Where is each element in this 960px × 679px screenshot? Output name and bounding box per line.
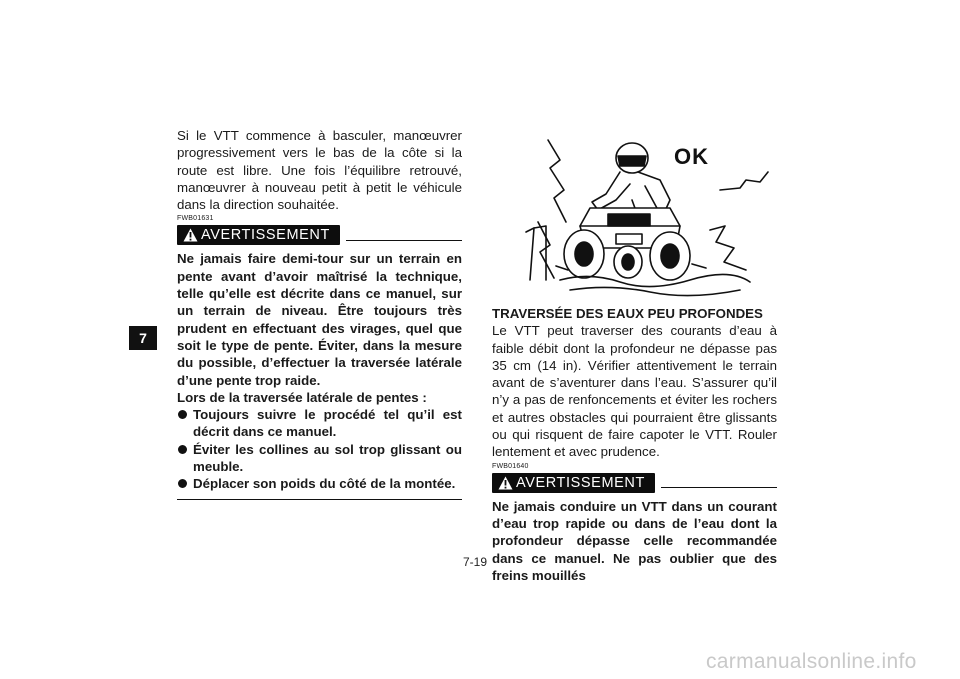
- bullet-icon: [178, 445, 187, 454]
- warning-icon: [183, 228, 198, 242]
- warning-rule: [346, 240, 462, 241]
- warning-code: FWB01640: [492, 462, 529, 470]
- warning-bullets: [177, 406, 462, 492]
- chapter-tab: 7: [129, 326, 157, 350]
- list-item: [177, 475, 462, 492]
- warning-header: [492, 472, 777, 494]
- left-column: [177, 127, 462, 500]
- warning-rule: [661, 487, 777, 488]
- warning-badge: [492, 473, 655, 493]
- bullet-icon: [178, 410, 187, 419]
- watermark-text[interactable]: carmanualsonline.info: [706, 650, 917, 673]
- atv-rider-illustration: [520, 130, 775, 300]
- warning-icon: [498, 476, 513, 490]
- warning-code: FWB01631: [177, 215, 214, 223]
- warning-header: [177, 224, 462, 246]
- bullet-text: Toujours suivre le procédé tel qu’il est décrit dans ce manuel.: [193, 407, 462, 440]
- warning-end-rule: [177, 499, 462, 500]
- section-heading: TRAVERSÉE DES EAUX PEU PROFONDES: [492, 306, 763, 321]
- page-number: 7-19: [463, 555, 488, 569]
- list-item: [177, 406, 462, 441]
- bullet-text: Éviter les collines au sol trop glissant ou meuble.: [193, 441, 462, 475]
- right-column: [492, 305, 777, 584]
- warning-paragraph: Ne jamais conduire un VTT dans un courant d’eau trop rapide ou dans de l’eau dont la profondeur dépasse celle recommandée dans ce manuel. Ne pas oublier que des freins mouillés: [492, 498, 777, 583]
- warning-label: AVERTISSEMENT: [516, 474, 645, 491]
- warning-paragraph: Ne jamais faire demi-tour sur un terrain en pente avant d’avoir maîtrisé la technique, telle qu’elle est décrite dans ce manuel, sur un terrain de niveau. Être toujours très prudent en effectuant des virages, quel que soit le type de pente. Éviter, dans la mesure du possible, d’effectuer la traversée latérale d’une pente trop raide.: [177, 251, 462, 388]
- list-item: [177, 441, 462, 476]
- warning-badge: [177, 225, 340, 245]
- section-paragraph: Le VTT peut traverser des courants d’eau à faible débit dont la profondeur ne dépasse pas 35 cm (14 in). Vérifier attentivement le terrain avant de s’aventurer dans l’eau. S’assurer qu’il n’y a pas de renfoncements et éviter les rochers et autres obstacles qui pourraient être glissants ou qui risquent de faire capoter le VTT. Rouler lentement et avec prudence.: [492, 323, 777, 460]
- bullet-icon: [178, 479, 187, 488]
- list-intro: Lors de la traversée latérale de pentes :: [177, 389, 427, 405]
- bullet-text: Déplacer son poids du côté de la montée.: [193, 476, 456, 492]
- intro-paragraph: Si le VTT commence à basculer, manœuvrer progressivement vers le bas de la côte si la route est libre. Une fois l’équilibre retrouvé, manœuvrer à nouveau petit à petit le véhicule dans la direction souhaitée.: [177, 128, 462, 213]
- warning-label: AVERTISSEMENT: [201, 227, 330, 244]
- illustration-ok-label: OK: [674, 144, 709, 169]
